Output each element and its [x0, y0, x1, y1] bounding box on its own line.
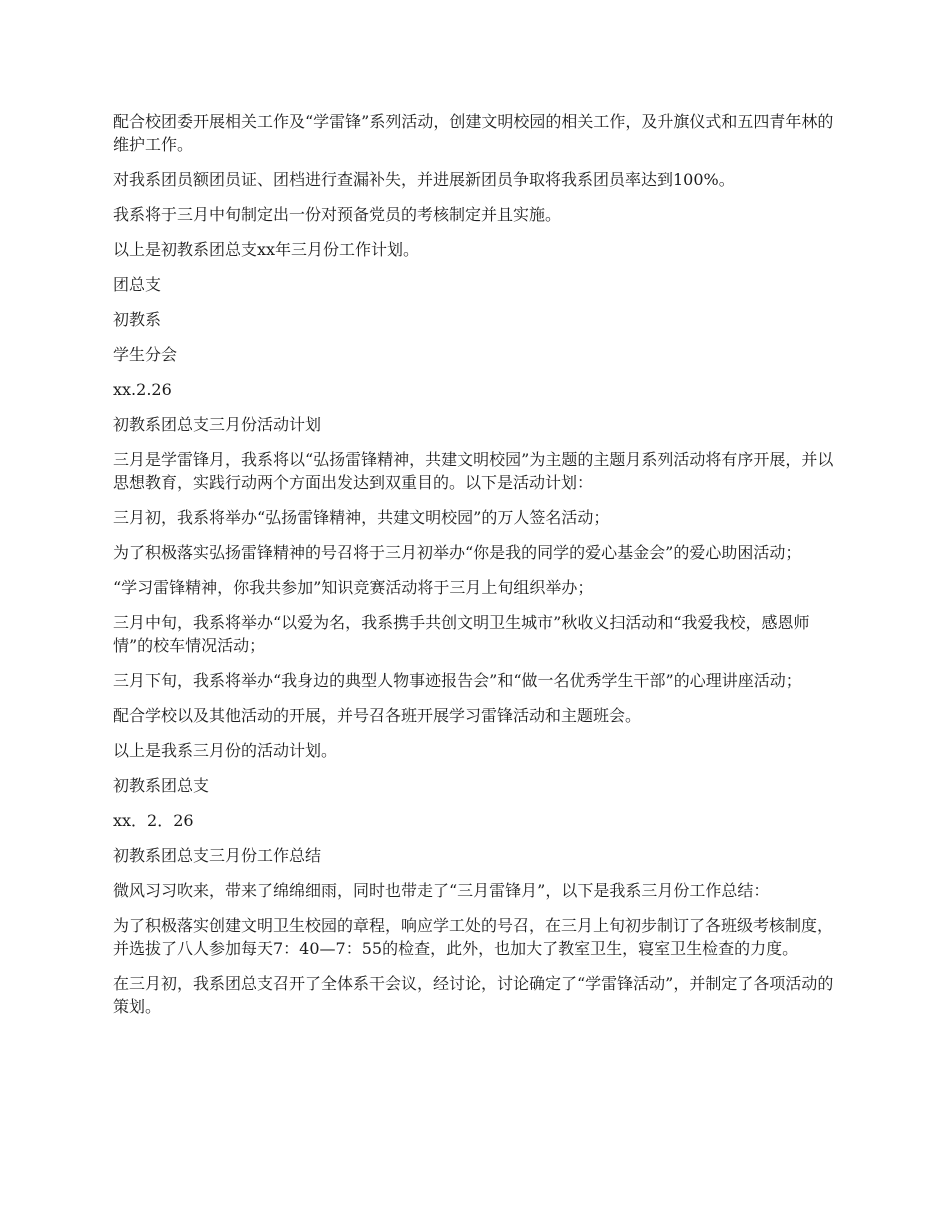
paragraph: “学习雷锋精神，你我共参加”知识竞赛活动将于三月上旬组织举办；	[113, 578, 594, 597]
document-body	[113, 110, 838, 1030]
section-title: 初教系团总支三月份活动计划	[113, 415, 322, 434]
date-line: xx．2．26	[113, 811, 194, 830]
paragraph: 三月初，我系将举办“弘扬雷锋精神，共建文明校园”的万人签名活动；	[113, 508, 610, 527]
date-line: xx.2.26	[113, 380, 172, 399]
signature-line: 初教系团总支	[113, 776, 210, 795]
paragraph: 以上是初教系团总支xx年三月份工作计划。	[113, 240, 420, 259]
paragraph: 微风习习吹来，带来了绵绵细雨，同时也带走了“三月雷锋月”，以下是我系三月份工作总结：	[113, 881, 770, 900]
paragraph: 三月下旬，我系将举办“我身边的典型人物事迹报告会”和“做一名优秀学生干部”的心理讲座活动；	[113, 671, 802, 690]
paragraph: 对我系团员额团员证、团档进行查漏补失，并进展新团员争取将我系团员率达到100%。	[113, 170, 735, 189]
paragraph: 我系将于三月中旬制定出一份对预备党员的考核制定并且实施。	[113, 205, 562, 224]
paragraph: 为了积极落实创建文明卫生校园的章程，响应学工处的号召，在三月上旬初步制订了各班级考核制度，并选拔了八人参加每天7：40—7：55的检查，此外，也加大了教室卫生，寝室卫生检查的力度。	[113, 916, 834, 958]
paragraph: 以上是我系三月份的活动计划。	[113, 741, 338, 760]
paragraph: 配合学校以及其他活动的开展，并号召各班开展学习雷锋活动和主题班会。	[113, 706, 642, 725]
signature-line: 初教系	[113, 310, 162, 329]
paragraph: 配合校团委开展相关工作及“学雷锋”系列活动，创建文明校园的相关工作，及升旗仪式和五四青年林的维护工作。	[113, 112, 834, 154]
paragraph: 在三月初，我系团总支召开了全体系干会议，经讨论，讨论确定了“学雷锋活动”，并制定了各项活动的策划。	[113, 974, 834, 1016]
section-title: 初教系团总支三月份工作总结	[113, 846, 322, 865]
paragraph: 三月中旬，我系将举办“以爱为名，我系携手共创文明卫生城市”秋收义扫活动和“我爱我校，感恩师情”的校车情况活动；	[113, 613, 810, 655]
paragraph: 为了积极落实弘扬雷锋精神的号召将于三月初举办“你是我的同学的爱心基金会”的爱心助困活动；	[113, 543, 802, 562]
signature-line: 团总支	[113, 275, 162, 294]
signature-line: 学生分会	[113, 345, 178, 364]
paragraph: 三月是学雷锋月，我系将以“弘扬雷锋精神，共建文明校园”为主题的主题月系列活动将有序开展，并以思想教育，实践行动两个方面出发达到双重目的。以下是活动计划：	[113, 450, 834, 492]
